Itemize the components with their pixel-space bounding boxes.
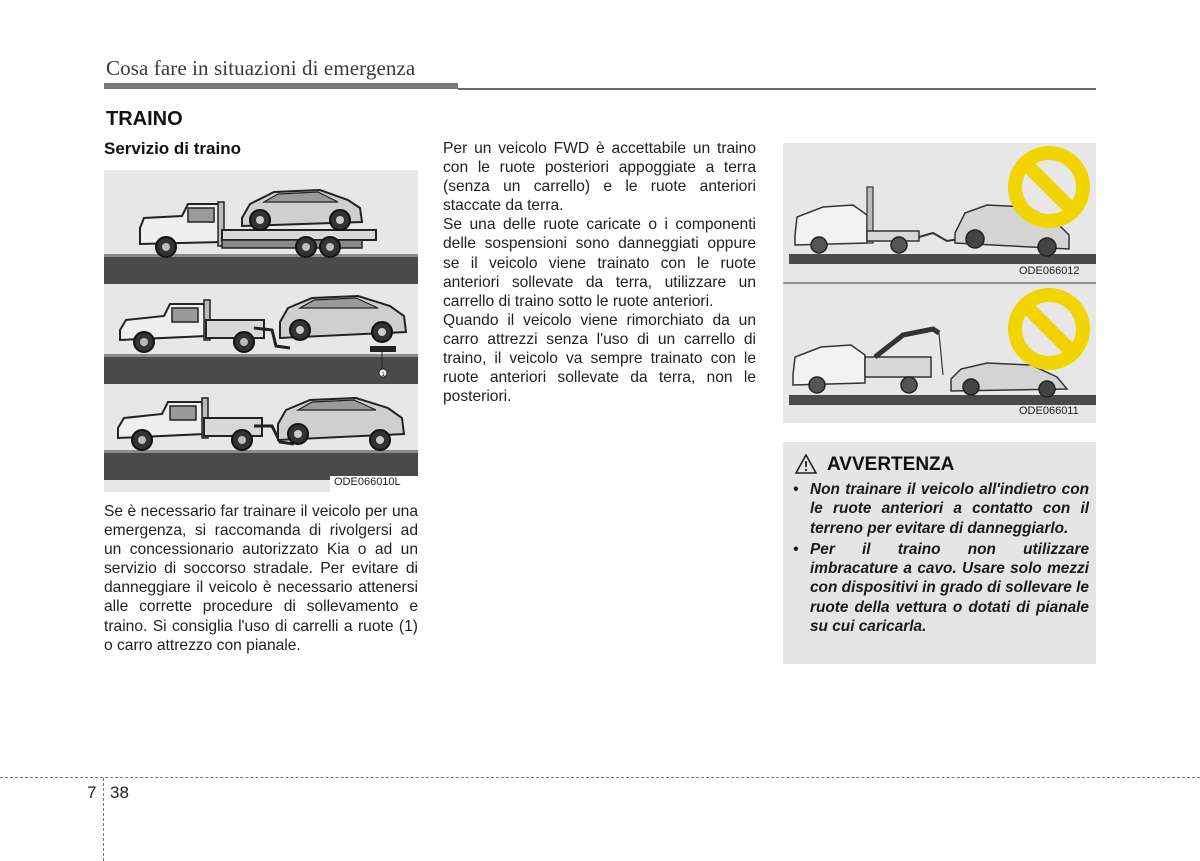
warning-item — [793, 480, 1089, 538]
paragraph: Se è necessario far trainare il veicolo per una emergenza, si raccomanda di rivolgersi ad un concessionario autorizzato Kia o ad un servizio di soccorso stradale. Per evitare di danneggiare il veicolo è necessario attenersi alle corrette procedure di sollevamento e traino. Si consiglia l'uso di carrelli a ruote (1) o carro attrezzo con pianale. — [104, 503, 418, 654]
header-rule-thin — [458, 88, 1096, 90]
warning-triangle-icon — [795, 454, 817, 474]
incorrect-towing-backward-illustration — [789, 153, 1096, 264]
figure-code-top-right: ODE066012 — [1019, 265, 1080, 277]
warning-list — [793, 480, 1089, 638]
footer-vertical-rule — [103, 778, 104, 861]
wheel-lift-tow-truck-illustration — [104, 398, 418, 480]
warning-box — [783, 442, 1096, 664]
towing-methods-illustration — [104, 170, 418, 492]
bullet: • — [793, 481, 799, 498]
warning-item-text: Per il traino non utilizzare imbracature a cavo. Usare solo mezzi con dispositivi in grado di sollevare le ruote della vettura o dotati di pianale su cui caricarla. — [810, 540, 1089, 636]
prohibition-icon — [1015, 295, 1083, 363]
footer-rule — [0, 777, 1200, 778]
chapter-number: 7 — [87, 783, 97, 802]
figure-code-bottom-right: ODE066011 — [1019, 405, 1079, 417]
left-column-text — [104, 502, 418, 655]
header-rule-thick — [104, 83, 458, 89]
section-title: TRAINO — [106, 108, 183, 130]
middle-column-text — [443, 139, 756, 406]
incorrect-towing-cable-illustration — [789, 295, 1096, 405]
warning-title: AVVERTENZA — [827, 454, 955, 475]
flatbed-tow-truck-illustration — [104, 190, 418, 284]
warning-item — [793, 540, 1089, 636]
subsection-title: Servizio di traino — [104, 139, 241, 158]
wheel-lift-with-dollies-illustration — [104, 296, 418, 384]
prohibited-towing-illustration — [783, 143, 1096, 423]
bullet: • — [793, 540, 799, 558]
paragraph: Quando il veicolo viene rimorchiato da un carro attrezzi senza l'uso di un carrello di traino, il veicolo va sempre trainato con le ruote anteriori sollevate da terra, non le posteriori. — [443, 311, 756, 406]
paragraph: Per un veicolo FWD è accettabile un traino con le ruote posteriori appoggiate a terra (senza un carrello) e le ruote anteriori staccate da terra. — [443, 140, 756, 215]
paragraph: Se una delle ruote caricate o i componenti delle sospensioni sono danneggiati oppure se il veicolo viene trainato con le ruote anteriori sollevate da terra, utilizzare un carrello di traino sotto le ruote anteriori. — [443, 216, 756, 310]
running-header: Cosa fare in situazioni di emergenza — [106, 56, 416, 80]
page-number: 38 — [110, 783, 129, 802]
dolly-callout-number: 1 — [381, 372, 385, 378]
prohibition-icon — [1015, 153, 1083, 221]
warning-item-text: Non trainare il veicolo all'indietro con le ruote anteriori a contatto con il terreno per evitare di danneggiarlo. — [810, 481, 1089, 537]
figure-code-left: ODE066010L — [334, 476, 401, 488]
